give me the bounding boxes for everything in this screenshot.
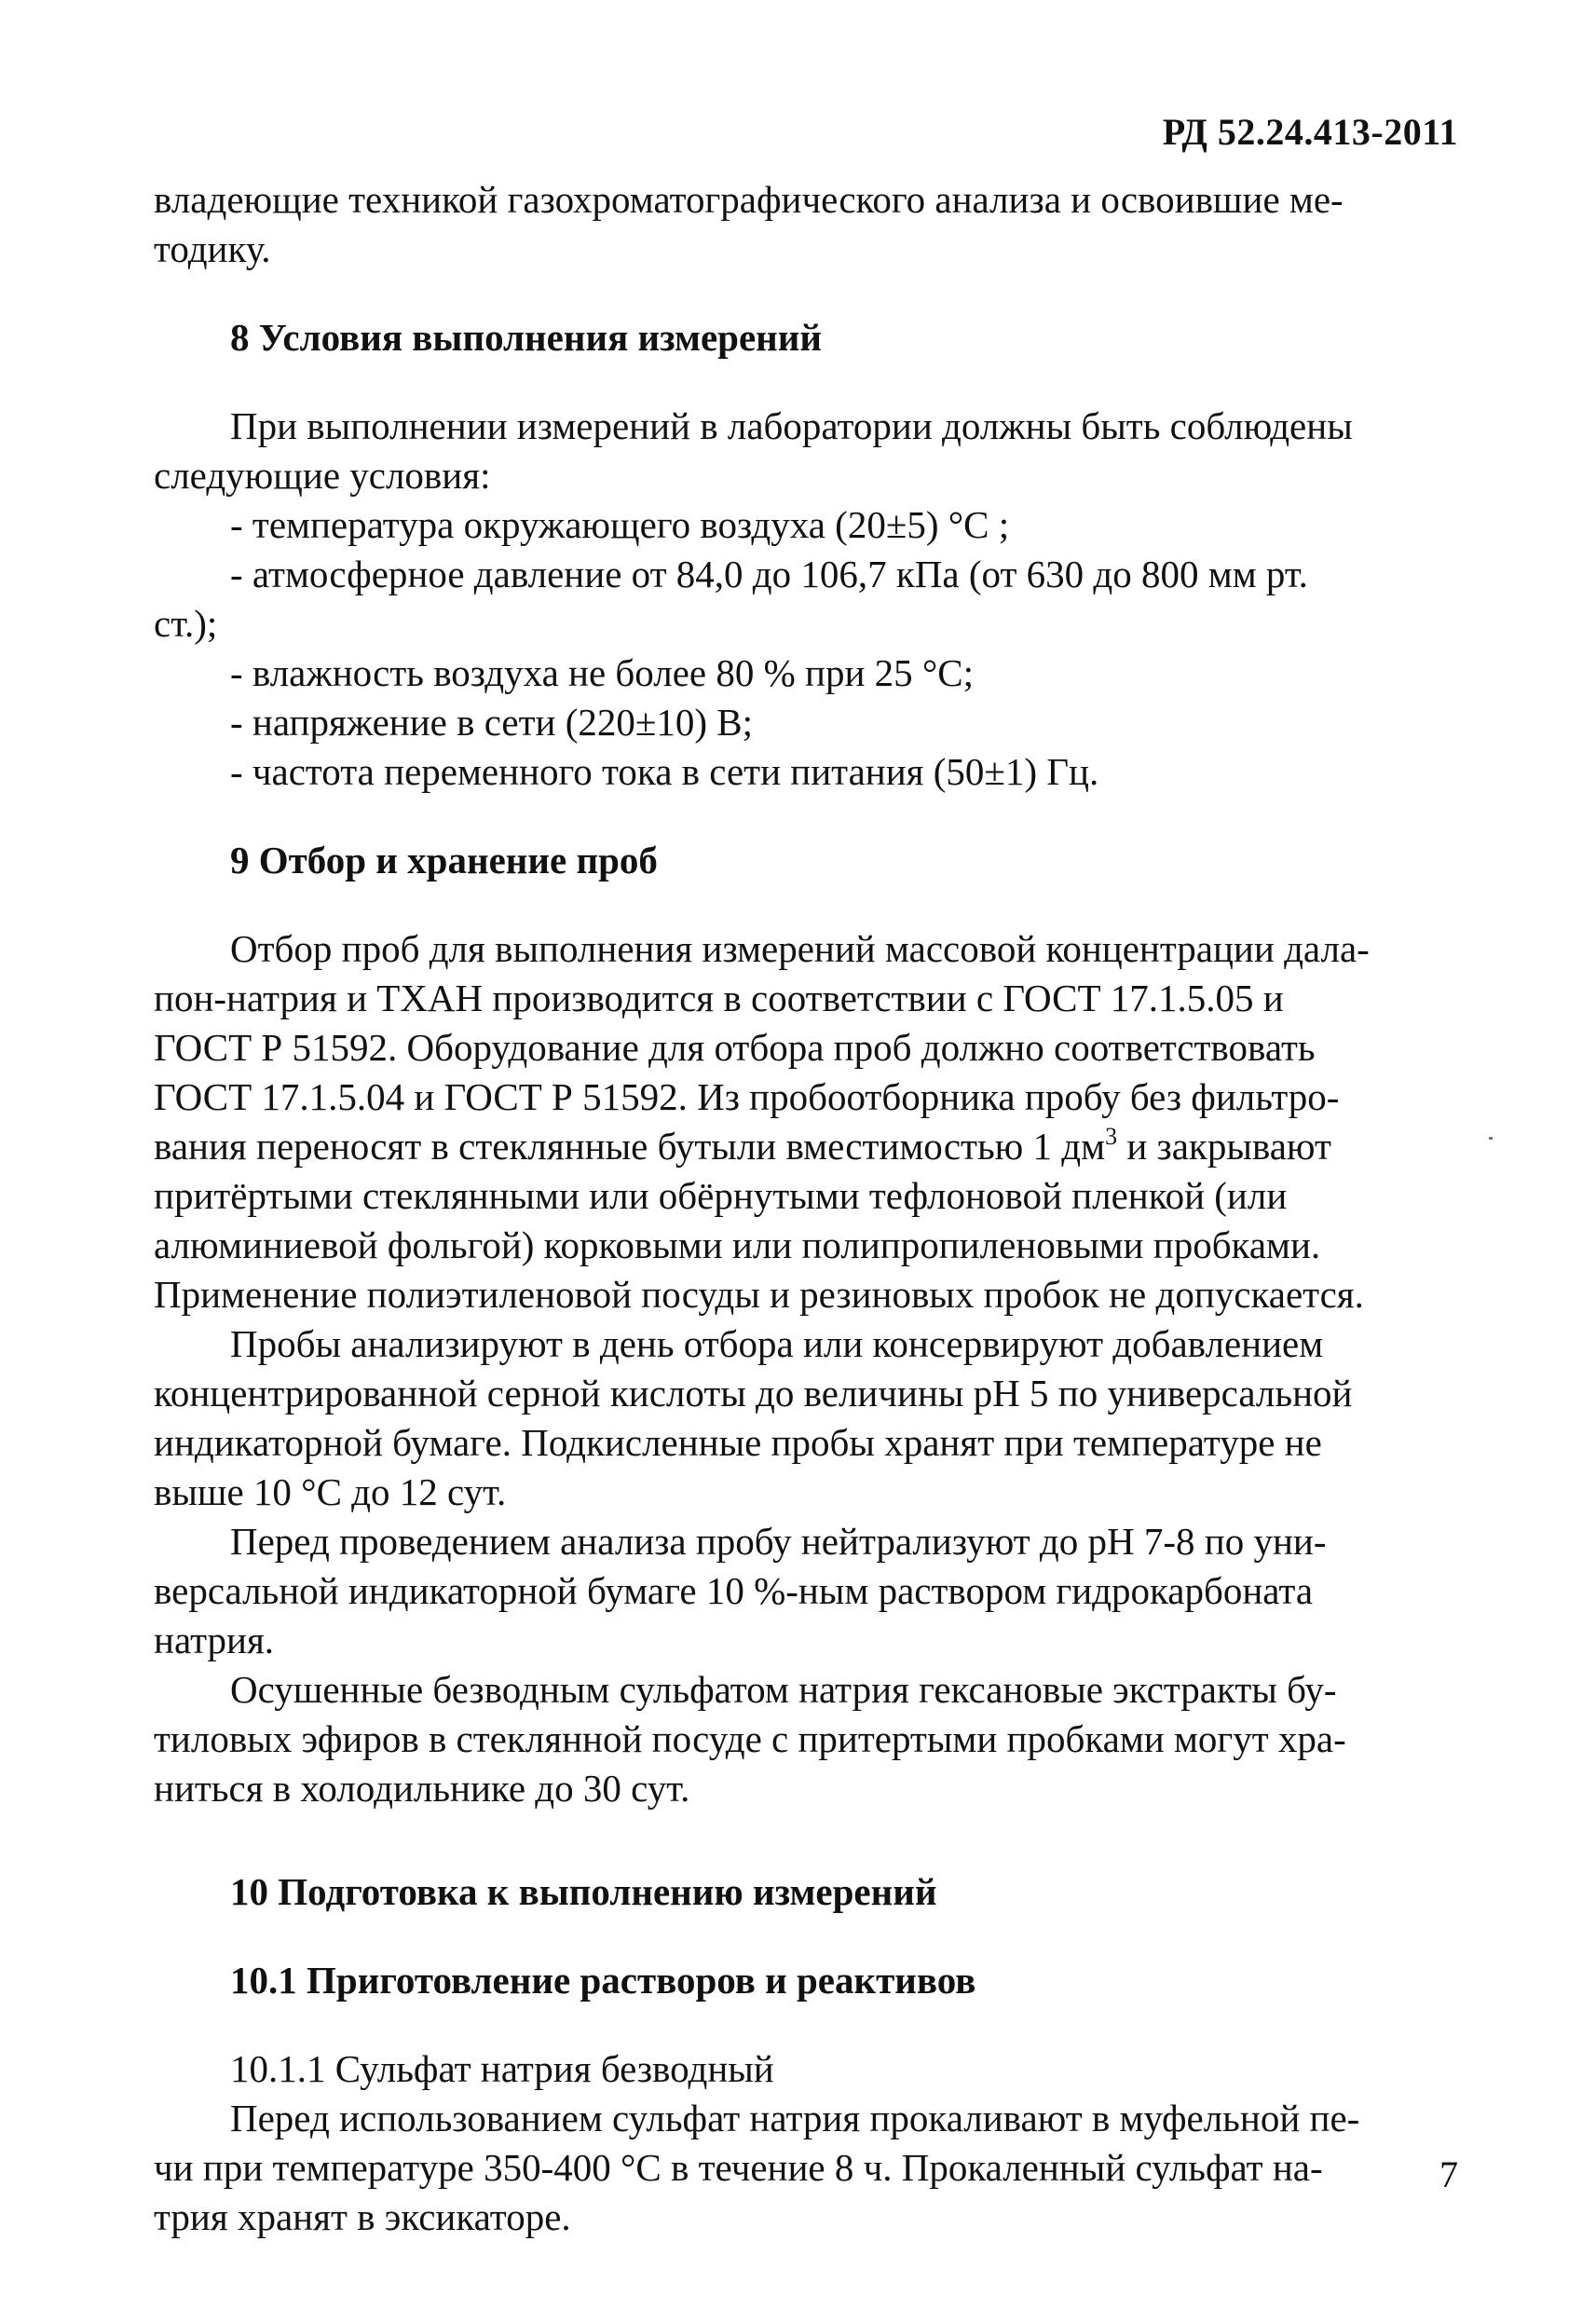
scan-speck: [1489, 1137, 1493, 1140]
text-run: вания переносят в стеклянные бутыли вместимостью 1 дм: [154, 1125, 1106, 1168]
condition-item: - напряжение в сети (220±10) В;: [230, 701, 754, 744]
paragraph-line: выше 10 °С до 12 сут.: [154, 1470, 507, 1513]
paragraph-line: тиловых эфиров в стеклянной посуде с притертыми пробками могут хра-: [154, 1717, 1346, 1760]
section-10-heading: 10 Подготовка к выполнению измерений: [230, 1870, 937, 1913]
section-8-lead-line: следующие условия:: [154, 454, 491, 497]
intro-line: владеющие техникой газохроматографического анализа и освоившие ме-: [154, 178, 1344, 221]
text-run: и закрывают: [1117, 1125, 1331, 1168]
paragraph-line: ГОСТ 17.1.5.04 и ГОСТ Р 51592. Из пробоотборника пробу без фильтро-: [154, 1075, 1340, 1118]
paragraph-line: алюминиевой фольгой) корковыми или полипропиленовыми пробками.: [154, 1223, 1321, 1266]
paragraph-line: версальной индикаторной бумаге 10 %-ным раствором гидрокарбоната: [154, 1569, 1314, 1612]
paragraph-line: Перед проведением анализа пробу нейтрализуют до рН 7-8 по уни-: [230, 1520, 1327, 1563]
paragraph-line: ГОСТ Р 51592. Оборудование для отбора проб должно соответствовать: [154, 1026, 1316, 1069]
condition-item: - влажность воздуха не более 80 % при 25 °С;: [230, 651, 975, 694]
condition-item: - атмосферное давление от 84,0 до 106,7 кПа (от 630 до 800 мм рт.: [230, 553, 1308, 595]
paragraph-line: концентрированной серной кислоты до величины рН 5 по универсальной: [154, 1372, 1353, 1415]
paragraph-line: трия хранят в эксикаторе.: [154, 2195, 571, 2238]
condition-item: - температура окружающего воздуха (20±5) °С ;: [230, 503, 1010, 546]
paragraph-line: [154, 1122, 1481, 1171]
superscript: 3: [1105, 1123, 1118, 1150]
paragraph-line: чи при температуре 350-400 °С в течение 8 ч. Прокаленный сульфат на-: [154, 2146, 1323, 2189]
document-code-header: РД 52.24.413-2011: [1162, 111, 1458, 153]
condition-item: - частота переменного тока в сети питания (50±1) Гц.: [230, 750, 1099, 793]
paragraph-line: ниться в холодильнике до 30 сут.: [154, 1767, 690, 1810]
paragraph-line: Пробы анализируют в день отбора или консервируют добавлением: [230, 1322, 1324, 1365]
intro-line: тодику.: [154, 227, 271, 270]
page-number: 7: [1439, 2153, 1458, 2195]
section-8-heading: 8 Условия выполнения измерений: [230, 316, 823, 359]
paragraph-line: Осушенные безводным сульфатом натрия гексановые экстракты бу-: [230, 1668, 1337, 1711]
paragraph-line: Отбор проб для выполнения измерений массовой концентрации дала-: [230, 927, 1370, 970]
item-title: 10.1.1 Сульфат натрия безводный: [230, 2047, 774, 2090]
paragraph-line: индикаторной бумаге. Подкисленные пробы хранят при температуре не: [154, 1421, 1322, 1464]
section-8-lead-line: При выполнении измерений в лаборатории должны быть соблюдены: [230, 404, 1353, 447]
page-content: [154, 175, 1481, 2242]
paragraph-line: притёртыми стеклянными или обёрнутыми тефлоновой пленкой (или: [154, 1174, 1288, 1217]
section-9-heading: 9 Отбор и хранение проб: [230, 839, 658, 882]
paragraph-line: Применение полиэтиленовой посуды и резиновых пробок не допускается.: [154, 1273, 1364, 1316]
paragraph-line: пон-натрия и ТХАН производится в соответствии с ГОСТ 17.1.5.05 и: [154, 977, 1284, 1019]
condition-item: ст.);: [154, 602, 218, 645]
paragraph-line: Перед использованием сульфат натрия прокаливают в муфельной пе-: [230, 2097, 1360, 2139]
subsection-10-1-heading: 10.1 Приготовление растворов и реактивов: [230, 1959, 976, 2002]
paragraph-line: натрия.: [154, 1619, 275, 1661]
